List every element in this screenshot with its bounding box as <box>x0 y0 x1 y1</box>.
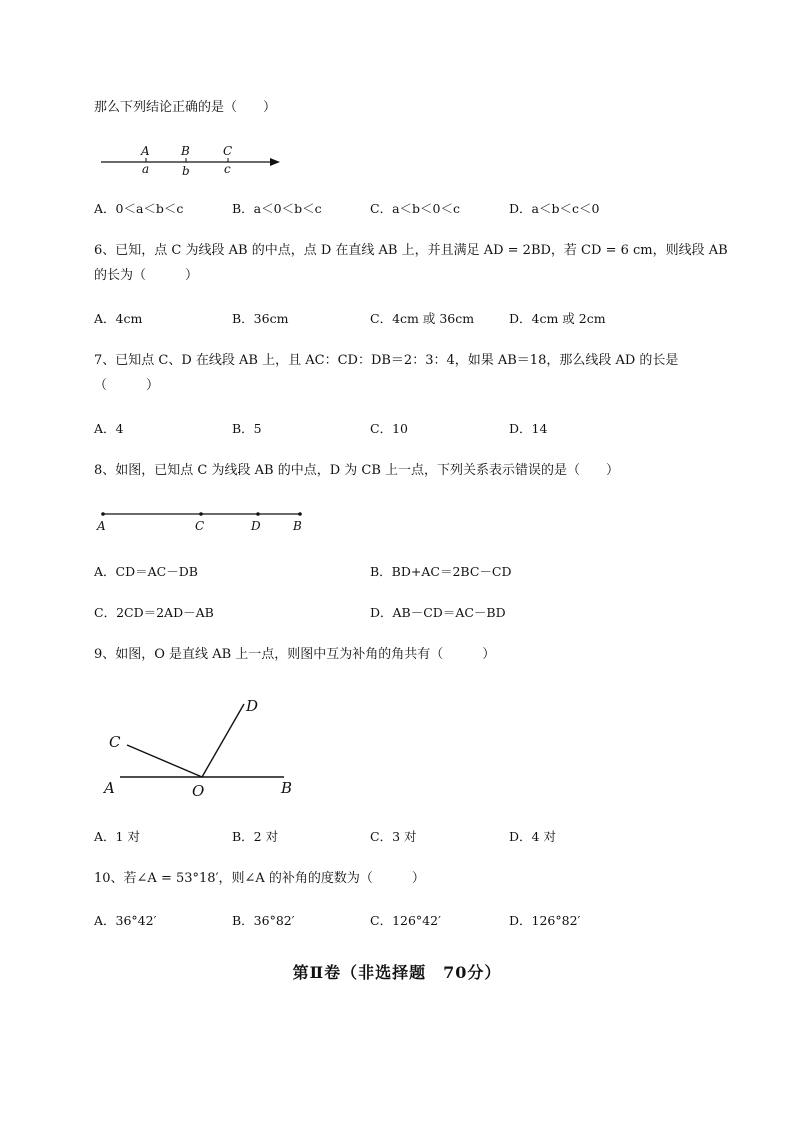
q5-option-d[interactable]: D．a＜b＜c＜0 <box>509 201 600 216</box>
q9-label-D: D <box>246 697 259 715</box>
q7-option-b[interactable]: B．5 <box>232 421 262 436</box>
q5-label-c: c <box>224 162 231 176</box>
q7-stem-line1: 7、已知点 C、D 在线段 AB 上，且 AC：CD：DB＝2：3：4，如果 AB＝18，那么线段 AD 的长是 <box>94 353 679 368</box>
q8-option-b[interactable]: B．BD+AC＝2BC－CD <box>370 564 512 579</box>
q5-option-b[interactable]: B．a＜0＜b＜c <box>232 201 322 216</box>
q7-option-a[interactable]: A．4 <box>94 421 124 436</box>
q9-option-b[interactable]: B．2 对 <box>232 829 279 844</box>
q6-stem-line2: 的长为（ ） <box>94 268 199 283</box>
q10-option-b[interactable]: B．36°82′ <box>232 913 295 928</box>
q8-label-A: A <box>97 519 106 533</box>
q8-option-d[interactable]: D．AB－CD＝AC－BD <box>370 605 506 620</box>
q9-label-C: C <box>109 733 121 751</box>
q5-label-A: A <box>141 144 150 158</box>
q5-stem: 那么下列结论正确的是（ ） <box>94 100 277 115</box>
q5-label-b: b <box>182 164 190 178</box>
q9-option-d[interactable]: D．4 对 <box>509 829 556 844</box>
q9-option-a[interactable]: A．1 对 <box>94 829 140 844</box>
q6-option-d[interactable]: D．4cm 或 2cm <box>509 311 606 326</box>
q6-option-b[interactable]: B．36cm <box>232 311 289 326</box>
q9-option-c[interactable]: C．3 对 <box>370 829 417 844</box>
q8-option-a[interactable]: A．CD＝AC－DB <box>94 564 198 579</box>
q8-label-C: C <box>195 519 205 533</box>
q5-label-a: a <box>142 162 150 176</box>
q10-stem: 10、若∠A = 53°18′，则∠A 的补角的度数为（ ） <box>94 871 425 886</box>
q9-label-O: O <box>192 782 205 800</box>
q6-stem-line1: 6、已知，点 C 为线段 AB 的中点，点 D 在直线 AB 上，并且满足 AD = 2BD，若 CD = 6 cm，则线段 AB <box>94 243 728 258</box>
q9-stem: 9、如图，O 是直线 AB 上一点，则图中互为补角的角共有（ ） <box>94 647 496 662</box>
section-heading: 第Ⅱ卷（非选择题 70分） <box>292 963 502 982</box>
q10-option-a[interactable]: A．36°42′ <box>94 913 157 928</box>
q5-label-B: B <box>181 144 190 158</box>
q10-option-d[interactable]: D．126°82′ <box>509 913 581 928</box>
q9-ray-OD <box>202 704 244 777</box>
q5-option-a[interactable]: A．0＜a＜b＜c <box>94 201 184 216</box>
q9-label-B: B <box>281 779 293 797</box>
q8-label-B: B <box>293 519 302 533</box>
q5-label-C: C <box>223 144 233 158</box>
q9-label-A: A <box>104 779 115 797</box>
q10-option-c[interactable]: C．126°42′ <box>370 913 441 928</box>
q5-option-c[interactable]: C．a＜b＜0＜c <box>370 201 460 216</box>
q6-option-a[interactable]: A．4cm <box>94 311 143 326</box>
q7-stem-line2: （ ） <box>94 378 160 393</box>
q6-option-c[interactable]: C．4cm 或 36cm <box>370 311 475 326</box>
q8-label-D: D <box>251 519 261 533</box>
q8-option-c[interactable]: C．2CD＝2AD－AB <box>94 605 214 620</box>
q8-stem: 8、如图，已知点 C 为线段 AB 的中点，D 为 CB 上一点，下列关系表示错误的是（ ） <box>94 463 620 478</box>
q7-option-c[interactable]: C．10 <box>370 421 408 436</box>
q9-ray-OC <box>127 745 202 777</box>
q7-option-d[interactable]: D．14 <box>509 421 548 436</box>
